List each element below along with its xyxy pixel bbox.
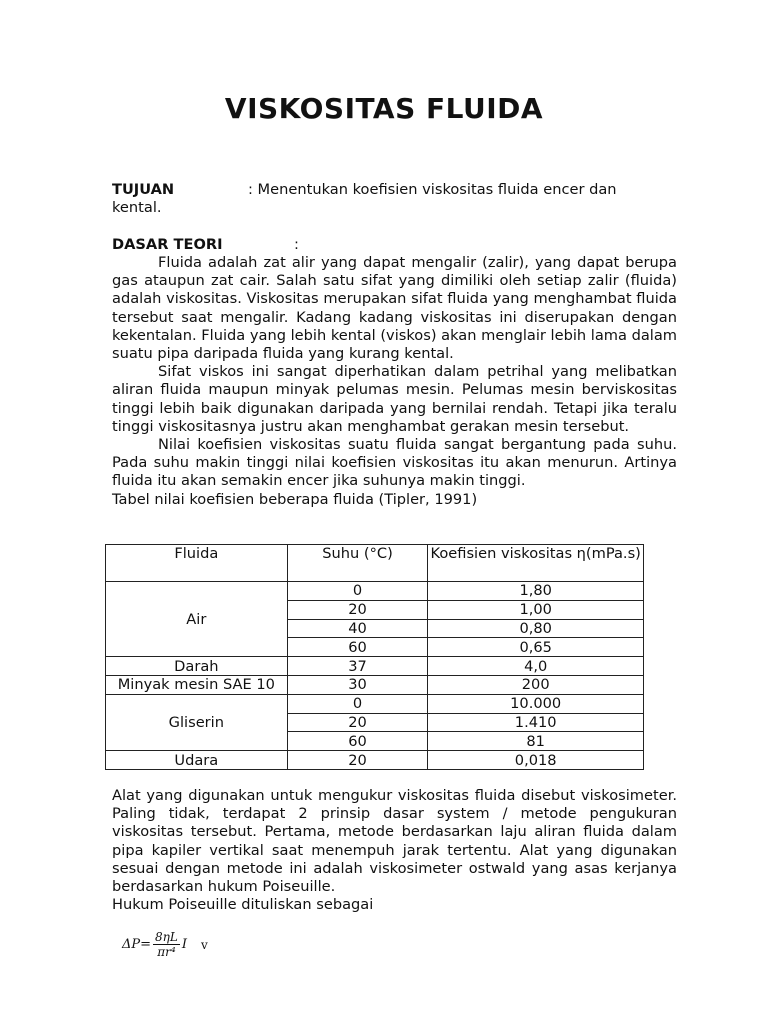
cell-fluid-minyak: Minyak mesin SAE 10 xyxy=(106,675,288,694)
viscometer-section xyxy=(112,787,677,914)
cell-koef: 10.000 xyxy=(428,694,644,713)
tujuan-label: TUJUAN xyxy=(112,181,175,198)
cell-koef: 0,018 xyxy=(428,751,644,770)
dasar-teori-body xyxy=(112,254,677,509)
cell-koef: 1.410 xyxy=(428,713,644,732)
table-row xyxy=(106,582,644,601)
cell-koef: 0,65 xyxy=(428,638,644,657)
cell-suhu: 60 xyxy=(287,732,428,751)
cell-koef: 0,80 xyxy=(428,619,644,638)
cell-koef: 1,00 xyxy=(428,600,644,619)
cell-suhu: 60 xyxy=(287,638,428,657)
dasar-teori-colon: : xyxy=(294,236,299,253)
table-row xyxy=(106,694,644,713)
theory-paragraph-3: Nilai koefisien viskositas suatu fluida sangat bergantung pada suhu. Pada suhu makin tinggi nilai koefisien viskositas itu akan menurun. Artinya fluida itu akan semakin encer jika suhunya makin tinggi. xyxy=(112,436,677,490)
cell-suhu: 0 xyxy=(287,582,428,601)
poiseuille-formula xyxy=(122,930,208,959)
dasar-teori-label: DASAR TEORI xyxy=(112,236,223,253)
cell-suhu: 20 xyxy=(287,751,428,770)
theory-paragraph-1: Fluida adalah zat alir yang dapat mengalir (zalir), yang dapat berupa gas ataupun zat cair. Salah satu sifat yang dimiliki oleh setiap zalir (fluida) adalah viskositas. Viskositas merupakan sifat fluida yang menghambat fluida tersebut saat mengalir. Kadang kadang viskositas ini diserupakan dengan kekentalan. Fluida yang lebih kental (viskos) akan menglair lebih lama dalam suatu pipa daripada fluida yang kurang kental. xyxy=(112,254,677,363)
cell-suhu: 30 xyxy=(287,675,428,694)
formula-lhs: ΔP= xyxy=(122,937,152,952)
header-suhu: Suhu (°C) xyxy=(287,545,428,582)
cell-suhu: 0 xyxy=(287,694,428,713)
cell-suhu: 37 xyxy=(287,657,428,676)
viscometer-paragraph: Alat yang digunakan untuk mengukur viskositas fluida disebut viskosimeter. Paling tidak, terdapat 2 prinsip dasar system / metode pengukuran viskositas tersebut. Pertama, metode berdasarkan laju aliran fluida dalam pipa kapiler vertikal saat menempuh jarak tertentu. Alat yang digunakan sesuai dengan metode ini adalah viskosimeter ostwald yang asas kerjanya berdasarkan hukum Poiseuille. xyxy=(112,787,677,896)
cell-koef: 200 xyxy=(428,675,644,694)
cell-fluid-gliserin: Gliserin xyxy=(106,694,288,750)
dasar-teori-heading xyxy=(112,236,677,254)
header-koefisien: Koefisien viskositas η(mPa.s) xyxy=(428,545,644,582)
viscosity-table xyxy=(105,544,644,770)
page-title: VISKOSITAS FLUIDA xyxy=(224,92,544,125)
table-header-row xyxy=(106,545,644,582)
table-row xyxy=(106,751,644,770)
tujuan-text: : Menentukan koefisien viskositas fluida encer dan xyxy=(248,181,617,198)
formula-numerator: 8ηL xyxy=(155,930,178,944)
tujuan-text-cont: kental. xyxy=(112,199,162,217)
theory-paragraph-2: Sifat viskos ini sangat diperhatikan dalam petrihal yang melibatkan aliran fluida maupun minyak pelumas mesin. Pelumas mesin berviskositas tinggi lebih baik digunakan daripada yang bernilai rendah. Tetapi jika teralu tinggi viskositasnya justru akan menghambat gerakan mesin tersebut. xyxy=(112,363,677,435)
formula-fraction xyxy=(153,930,180,959)
cell-koef: 1,80 xyxy=(428,582,644,601)
tujuan-section xyxy=(112,181,677,217)
cell-suhu: 40 xyxy=(287,619,428,638)
cell-koef: 81 xyxy=(428,732,644,751)
table-row xyxy=(106,657,644,676)
cell-fluid-udara: Udara xyxy=(106,751,288,770)
table-row xyxy=(106,675,644,694)
poiseuille-intro: Hukum Poiseuille dituliskan sebagai xyxy=(112,896,374,914)
formula-rhs: I xyxy=(181,937,187,952)
cell-koef: 4,0 xyxy=(428,657,644,676)
table-caption: Tabel nilai koefisien beberapa fluida (Tipler, 1991) xyxy=(112,490,478,508)
cell-fluid-air: Air xyxy=(106,582,288,657)
formula-tail: v xyxy=(200,937,208,952)
cell-fluid-darah: Darah xyxy=(106,657,288,676)
cell-suhu: 20 xyxy=(287,600,428,619)
header-fluida: Fluida xyxy=(106,545,288,582)
formula-denominator: πr⁴ xyxy=(157,945,176,959)
cell-suhu: 20 xyxy=(287,713,428,732)
